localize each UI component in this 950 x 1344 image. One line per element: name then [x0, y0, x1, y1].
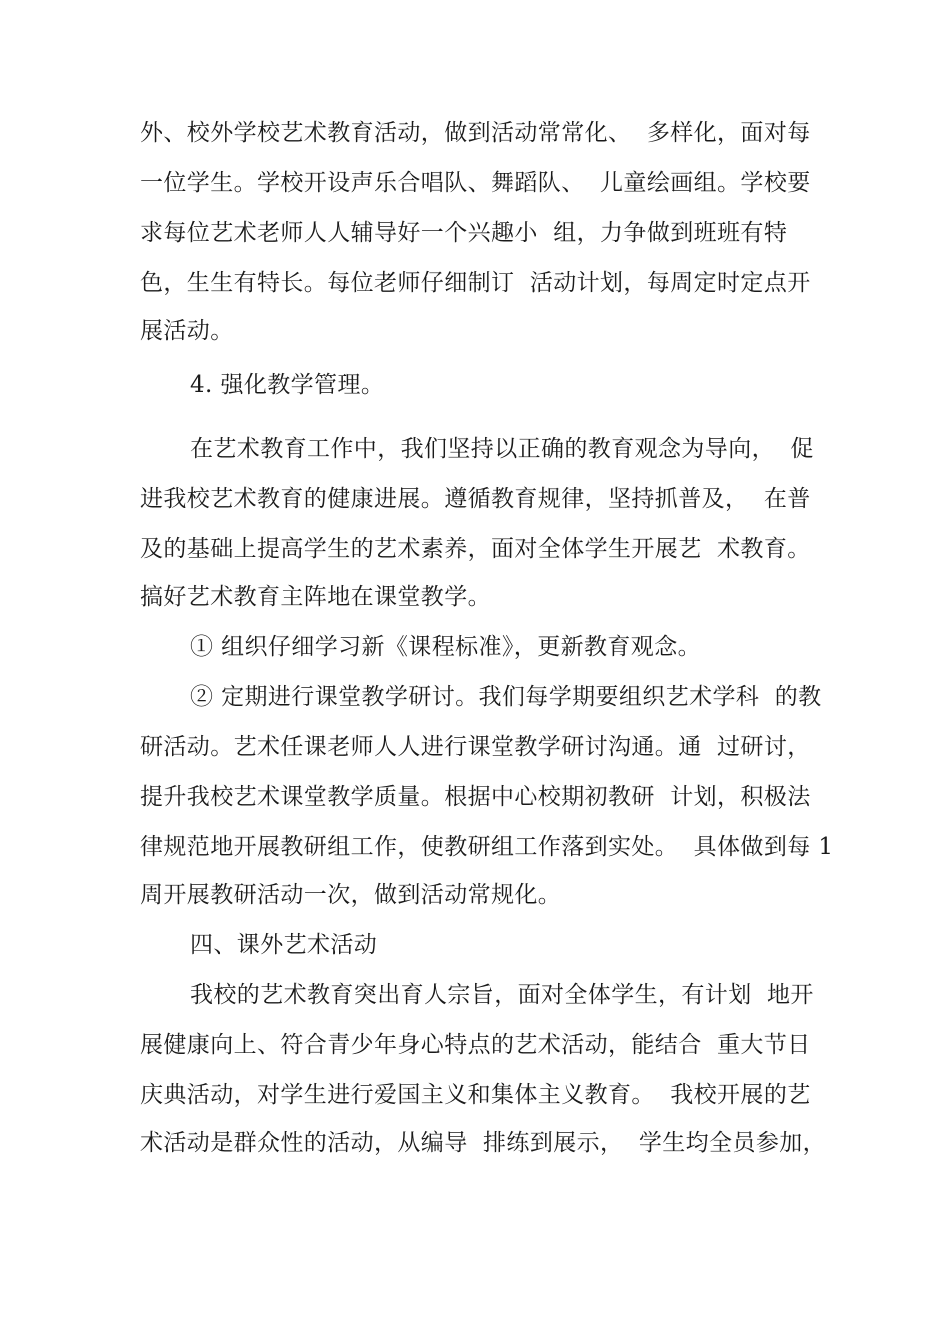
paragraph-line: 及的基础上提高学生的艺术素养，面对全体学生开展艺 术教育。: [140, 536, 811, 562]
paragraph-line: 在艺术教育工作中，我们坚持以正确的教育观念为导向， 促: [190, 436, 814, 462]
paragraph-line: 研活动。艺术任课老师人人进行课堂教学研讨沟通。通 过研讨，: [140, 734, 811, 760]
paragraph-line: 律规范地开展教研组工作，使教研组工作落到实处。 具体做到每 1: [140, 834, 834, 860]
paragraph-line: 我校的艺术教育突出育人宗旨，面对全体学生，有计划 地开: [190, 982, 814, 1008]
paragraph-line: 搞好艺术教育主阵地在课堂教学。: [140, 584, 491, 610]
paragraph-line: 术活动是群众性的活动，从编导 排练到展示， 学生均全员参加，: [140, 1130, 827, 1156]
paragraph-line: 色，生生有特长。每位老师仔细制订 活动计划，每周定时定点开: [140, 270, 811, 296]
paragraph-line: 进我校艺术教育的健康进展。遵循教育规律，坚持抓普及， 在普: [140, 486, 811, 512]
section-heading: 四、课外艺术活动: [190, 932, 378, 958]
paragraph-line: 求每位艺术老师人人辅导好一个兴趣小 组，力争做到班班有特: [140, 220, 788, 246]
list-item: ② 定期进行课堂教学研讨。我们每学期要组织艺术学科 的教: [190, 684, 822, 710]
paragraph-line: 庆典活动，对学生进行爱国主义和集体主义教育。 我校开展的艺: [140, 1082, 811, 1108]
paragraph-line: 外、校外学校艺术教育活动，做到活动常常化、 多样化，面对每: [140, 120, 811, 146]
paragraph-line: 展活动。: [140, 318, 234, 344]
paragraph-line: 周开展教研活动一次，做到活动常规化。: [140, 882, 562, 908]
paragraph-line: 展健康向上、符合青少年身心特点的艺术活动，能结合 重大节日: [140, 1032, 811, 1058]
section-heading: 4. 强化教学管理。: [190, 372, 385, 398]
paragraph-line: 一位学生。学校开设声乐合唱队、舞蹈队、 儿童绘画组。学校要: [140, 170, 811, 196]
list-item: ① 组织仔细学习新《课程标准》，更新教育观念。: [190, 634, 702, 660]
paragraph-line: 提升我校艺术课堂教学质量。根据中心校期初教研 计划，积极法: [140, 784, 811, 810]
